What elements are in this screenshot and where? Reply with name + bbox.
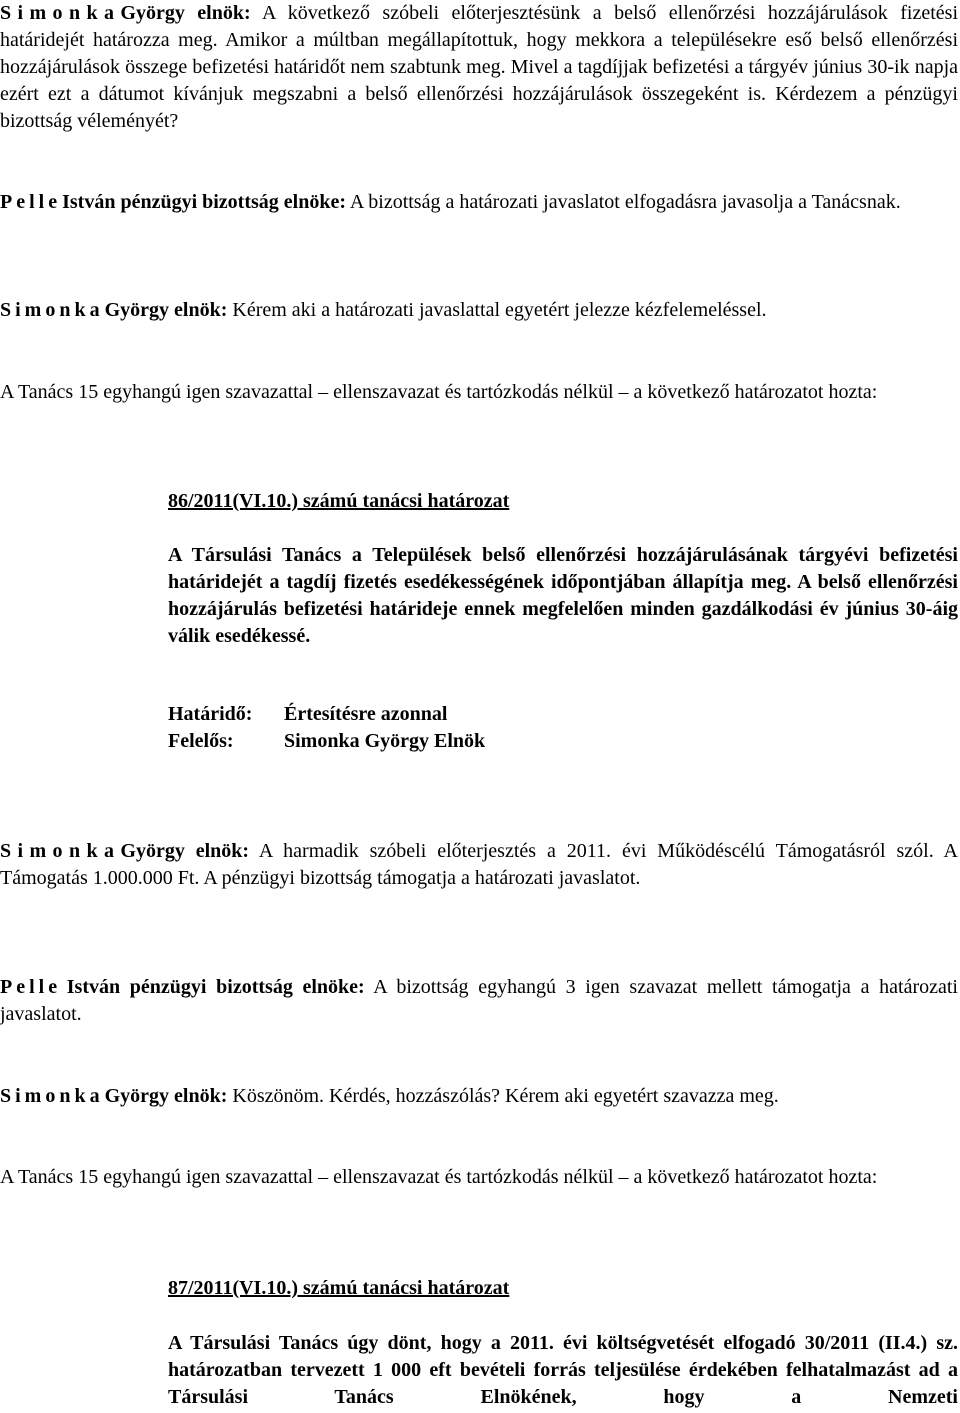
paragraph-council-vote — [0, 379, 958, 406]
paragraph-chairman-thanks — [0, 1083, 958, 1110]
responsible-value: Simonka György Elnök — [284, 730, 486, 752]
resolution-title — [168, 488, 958, 515]
speaker-title: György elnök: — [120, 840, 250, 862]
speaker-name-spaced: Pell — [0, 976, 49, 998]
paragraph-finance-committee-2 — [0, 974, 958, 1028]
deadline-label: Határidő: — [168, 703, 253, 725]
speaker-title: a György elnök: — [89, 1085, 228, 1107]
paragraph-chairman-vote-call — [0, 297, 958, 324]
speaker-title: György elnök: — [120, 2, 251, 24]
resolution-text: A Társulási Tanács úgy dönt, hogy a 2011. évi költségvetését elfogadó 30/2011 (II.4.) sz. határozatban tervezett 1 000 eft bevételi forrás teljesülése érdekében felhatalmazást ad a Társulási Tanács Elnökének, hogy a Nemzeti — [168, 1332, 958, 1408]
deadline-value: Értesítésre azonnal — [284, 703, 448, 725]
speaker-title: e István pénzügyi bizottság elnöke: — [48, 976, 365, 998]
resolution-number: 87/2011(VI.10.) számú tanácsi határozat — [168, 1277, 510, 1299]
paragraph-text: A bizottság a határozati javaslatot elfogadásra javasolja a Tanácsnak. — [349, 191, 901, 213]
paragraph-text: A következő szóbeli előterjesztésünk a belső ellenőrzési hozzájárulások fizetési határidejét határozza meg. Amikor a múltban megállapítottuk, hogy mekkora a településekre eső belső ellenőrzési hozzájárulások összege befizetési határidőt nem szabtunk meg. Mivel a tagdíjjak befizetési a tárgyév június 30-ik napja ezért ezt a dátumot kívánjuk megszabni a belső ellenőrzési hozzájárulások összegeként is. Kérdezem a pénzügyi bizottság véleményét? — [0, 2, 959, 132]
resolution-text: A Társulási Tanács a Települések belső ellenőrzési hozzájárulásának tárgyévi befizetési határidejét a tagdíj fizetés esedékességének időpontjában állapítja meg. A belső ellenőrzési hozzájárulás befizetési határideje ennek megfelelően minden gazdálkodási év június 30-áig válik esedékessé. — [168, 544, 958, 647]
paragraph-text: Kérem aki a határozati javaslattal egyetért jelezze kézfelemeléssel. — [232, 299, 767, 321]
speaker-title: e István pénzügyi bizottság elnöke: — [48, 191, 347, 213]
responsible-label: Felelős: — [168, 730, 234, 752]
speaker-name-spaced: Simonk — [0, 1085, 90, 1107]
speaker-title: a György elnök: — [89, 299, 228, 321]
responsible-row — [168, 728, 958, 755]
paragraph-text: A Tanács 15 egyhangú igen szavazattal – ellenszavazat és tartózkodás nélkül – a következő határozatot hozta: — [0, 381, 878, 403]
paragraph-text: Köszönöm. Kérdés, hozzászólás? Kérem aki egyetért szavazza meg. — [232, 1085, 779, 1107]
paragraph-finance-committee — [0, 189, 958, 216]
deadline-row — [168, 701, 958, 728]
paragraph-council-vote-2 — [0, 1164, 958, 1191]
speaker-name-spaced: Simonk — [0, 299, 90, 321]
resolution-body — [168, 542, 958, 650]
resolution-meta — [168, 701, 958, 755]
resolution-body-2 — [168, 1330, 958, 1411]
paragraph-chairman-intro — [0, 0, 958, 135]
paragraph-text: A Tanács 15 egyhangú igen szavazattal – ellenszavazat és tartózkodás nélkül – a következő határozatot hozta: — [0, 1166, 878, 1188]
paragraph-chairman-third-item — [0, 838, 958, 892]
resolution-number: 86/2011(VI.10.) számú tanácsi határozat — [168, 490, 510, 512]
resolution-title-2 — [168, 1275, 958, 1302]
speaker-name-spaced: Pell — [0, 191, 49, 213]
paragraph-text: A bizottság egyhangú 3 igen szavazat mellett támogatja a határozati javaslatot. — [0, 976, 958, 1025]
paragraph-text: A harmadik szóbeli előterjesztés a 2011. évi Működéscélú Támogatásról szól. A Támogatás 1.000.000 Ft. A pénzügyi bizottság támogatja a határozati javaslatot. — [0, 840, 958, 889]
speaker-name-spaced: Simonka — [0, 2, 121, 24]
speaker-name-spaced: Simonka — [0, 840, 121, 862]
